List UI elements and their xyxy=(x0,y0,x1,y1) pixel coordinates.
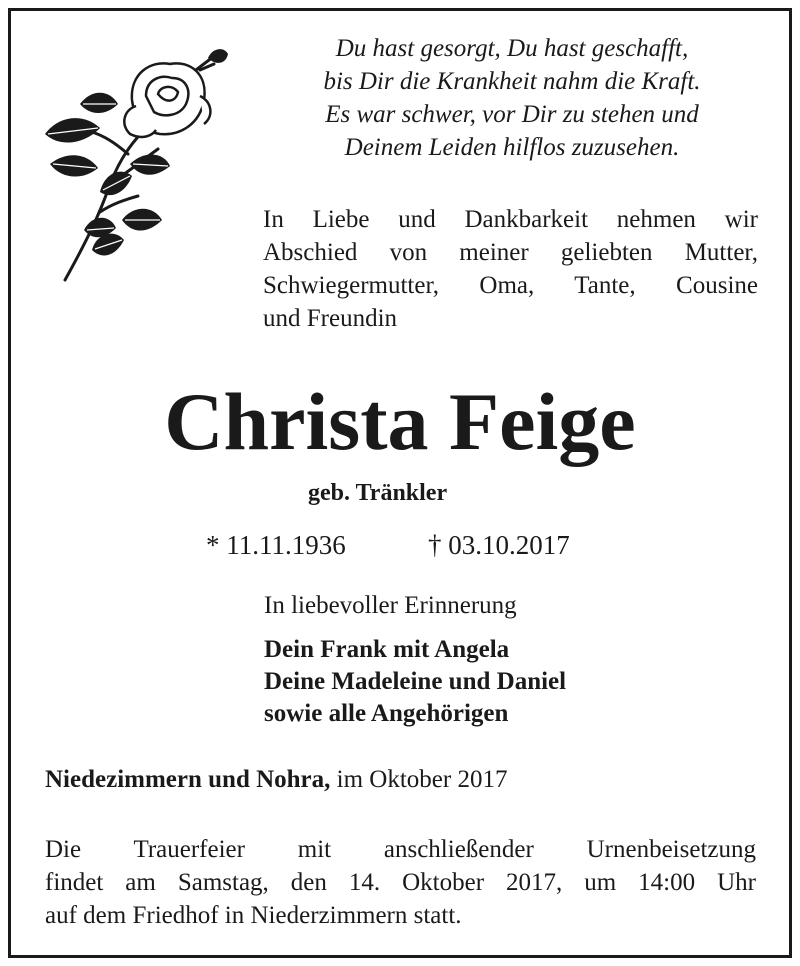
maiden-name: geb. Tränkler xyxy=(308,480,448,506)
intro-text xyxy=(263,203,758,335)
mourner: sowie alle Angehörigen xyxy=(264,700,509,727)
birth-date: * 11.11.1936 xyxy=(206,530,346,560)
mourners-list xyxy=(264,634,566,730)
service-line: auf dem Friedhof in Niederzimmern statt. xyxy=(45,902,462,929)
service-line: findet am Samstag, den 14. Oktober 2017, um 14:00 Uhr xyxy=(45,869,756,896)
rose-icon xyxy=(40,44,240,284)
intro-line: und Freundin xyxy=(263,305,398,332)
intro-line: Abschied von meiner geliebten Mutter, xyxy=(263,239,758,266)
service-line: Die Trauerfeier mit anschließender Urnenbeisetzung xyxy=(45,836,756,863)
death-date: † 03.10.2017 xyxy=(428,530,570,560)
place-date: im Oktober 2017 xyxy=(330,766,508,793)
mourner: Dein Frank mit Angela xyxy=(264,636,510,663)
intro-line: In Liebe und Dankbarkeit nehmen wir xyxy=(263,206,758,233)
poem-line: bis Dir die Krankheit nahm die Kraft. xyxy=(323,68,701,95)
poem xyxy=(262,32,762,164)
mourner: Deine Madeleine und Daniel xyxy=(264,668,567,695)
place-towns: Niedezimmern und Nohra, xyxy=(45,766,331,793)
intro-line: Schwiegermutter, Oma, Tante, Cousine xyxy=(263,272,758,299)
poem-line: Du hast gesorgt, Du hast geschafft, xyxy=(335,35,689,62)
deceased-name: Christa Feige xyxy=(164,376,636,467)
poem-line: Deinem Leiden hilflos zuzusehen. xyxy=(344,134,680,161)
place-date-line xyxy=(45,764,507,796)
service-info xyxy=(45,833,756,932)
poem-line: Es war schwer, vor Dir zu stehen und xyxy=(325,101,699,128)
memory-line: In liebevoller Erinnerung xyxy=(264,592,517,619)
